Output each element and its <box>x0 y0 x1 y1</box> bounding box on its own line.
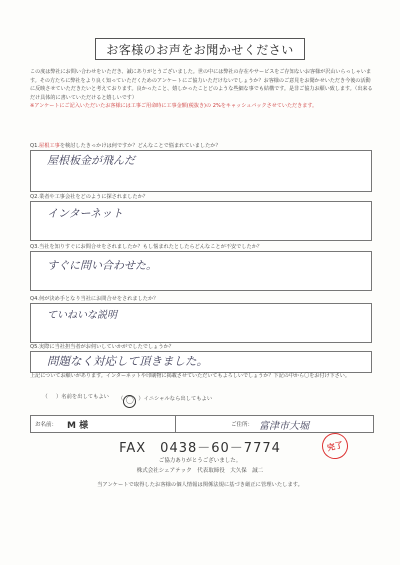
company-name: 株式会社シェアテック 代表取締役 大久保 誠二 <box>136 468 264 474</box>
option-name-ok[interactable]: （ ）名前を出してもよい <box>42 394 109 400</box>
intro-text: この度は弊社にお問い合わせをいただき、誠にありがとうございました。世の中には弊社の存在やサービスをご存知ないお客様が沢山いらっしゃいます。その方たちに弊社をより良く知っていただくためのアンケートにご協力いただけないでしょうか？お客様のご意見をお聞かせいただき今後の活動に反映させていただきたいと考えております。良かったこと、嬉しかったことどのような些細な事でも結構です。是非ご協力お願い致します。（出来るだけ具体的に書いていただけると嬉しいです） <box>30 69 373 101</box>
option-initial-ok[interactable]: （ 〇 ）イニシャルなら出してもよい <box>118 392 212 405</box>
name-address-row <box>30 415 374 433</box>
consent-text: 上記についてお願いがあります。インターネットや印刷物に掲載させていただいてもよろしいでしょうか？下記の中から〇をお付け下さい。 <box>30 373 350 379</box>
answer-3-text: すぐに問い合わせた。 <box>47 259 157 272</box>
intro-paragraph <box>30 68 375 111</box>
selected-circle-mark: 〇 <box>123 395 136 408</box>
answer-5-box[interactable] <box>30 351 372 373</box>
name-divider <box>175 416 176 432</box>
question-3 <box>30 243 372 291</box>
thanks-text: ご協力ありがとうございました。 <box>158 458 242 464</box>
option-name-label: ）名前を出してもよい <box>56 394 109 400</box>
answer-3-box[interactable] <box>30 251 372 291</box>
answer-1-box[interactable] <box>30 150 372 192</box>
answer-2-text: インターネット <box>47 207 124 220</box>
name-value: M 様 <box>67 420 89 431</box>
question-3-label: Q3.当社を知りすぐにお問合せをされましたか？もし悩まれたとしたらどんなことが不安でしたか？ <box>30 244 263 250</box>
question-1-text: Q1.屋根工事を検討したきっかけは何ですか？どんなことで悩まれていましたか？ <box>30 143 221 149</box>
name-label: お名前： <box>35 422 58 428</box>
answer-4-text: ていねいな説明 <box>47 310 117 321</box>
question-4-label: Q4.何が決め手となり当社にお問合せをされましたか？ <box>30 296 159 302</box>
fax-number: FAX 0438－60－7774 <box>119 441 281 456</box>
answer-4-box[interactable] <box>30 303 372 343</box>
address-cell[interactable] <box>231 416 309 432</box>
question-4 <box>30 295 372 343</box>
cashback-note: ※アンケートにご記入いただいたお客様には工事ご用命時に工事金額(税抜き)の 2%をキャッシュバックさせていただきます。 <box>30 103 318 110</box>
answer-1-text: 屋根板金が飛んだ <box>47 154 135 167</box>
answer-5-text: 問題なく対応して頂きました。 <box>47 354 208 368</box>
question-2-label: Q2.業者や工事会社をどのように探されましたか？ <box>30 194 148 200</box>
option-initial-label: ）イニシャルなら出してもよい <box>138 396 213 402</box>
question-2 <box>30 193 372 241</box>
answer-2-box[interactable] <box>30 201 372 241</box>
question-5-label: Q5.実際に当社担当者がお伺いしていかがでしたでしょうか？ <box>30 344 174 350</box>
question-1-label <box>30 142 372 150</box>
address-value: 富津市大堀 <box>259 420 310 432</box>
privacy-notice: 当アンケートで取得したお客様の個人情報は関係法規に基づき厳正に管理いたします。 <box>97 482 303 488</box>
question-1-highlight: 屋根工事 <box>39 143 60 149</box>
address-label: ご住所： <box>231 422 254 428</box>
completion-stamp: 完了 <box>320 431 351 462</box>
name-cell[interactable] <box>35 416 88 432</box>
question-1 <box>30 142 372 192</box>
page-title: お客様のお声をお聞かせください <box>95 38 305 60</box>
question-5 <box>30 343 372 373</box>
